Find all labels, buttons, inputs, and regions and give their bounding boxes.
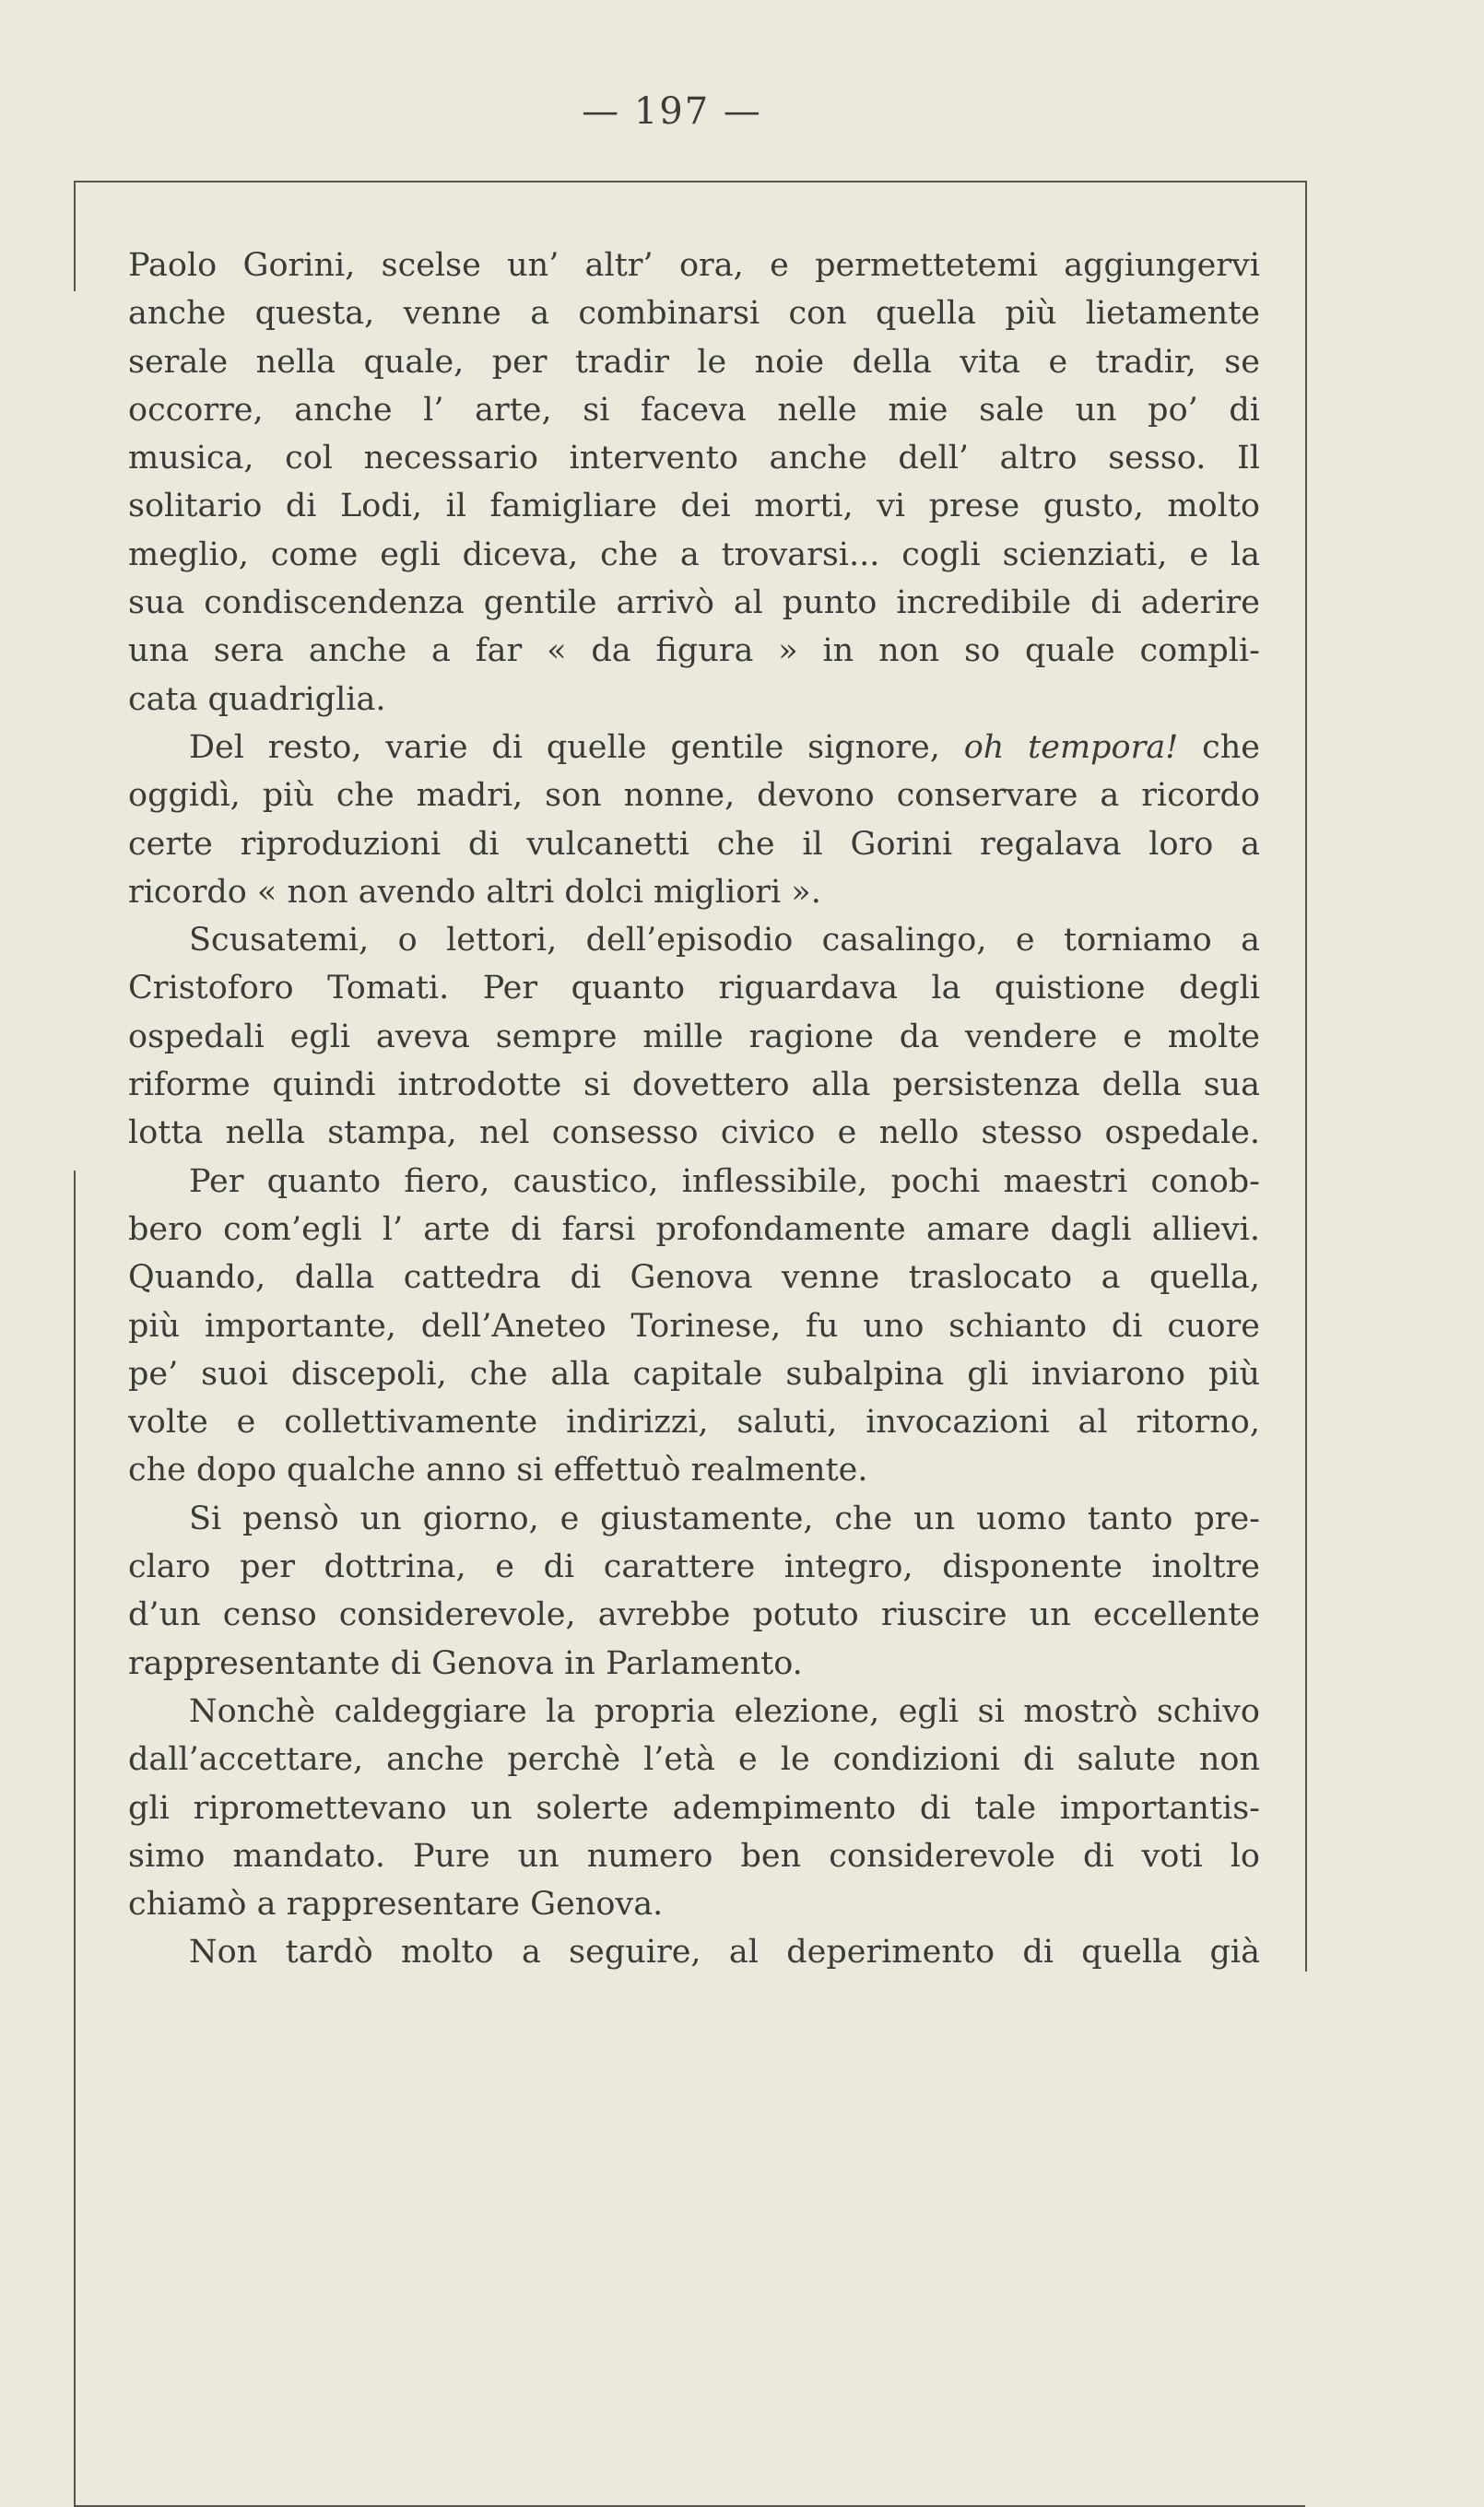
- text-line: anche questa, venne a combinarsi con quella più lietamente: [128, 295, 1260, 333]
- text-line: Si pensò un giorno, e giustamente, che un uomo tanto pre-: [189, 1500, 1260, 1537]
- text-line: gli ripromettevano un solerte adempimento di tale importantis-: [128, 1789, 1260, 1827]
- text-line: una sera anche a far « da figura » in non so quale compli-: [128, 632, 1260, 670]
- text-line: simo mandato. Pure un numero ben considerevole di voti lo: [128, 1837, 1260, 1875]
- text-line: oggidì, più che madri, son nonne, devono conservare a ricordo: [128, 777, 1260, 815]
- text-line: dall’accettare, anche perchè l’età e le condizioni di salute non: [128, 1741, 1260, 1779]
- text-line-mixed: [128, 724, 1260, 771]
- text-line: meglio, come egli diceva, che a trovarsi... cogli scienziati, e la: [128, 536, 1260, 573]
- text-line: Cristoforo Tomati. Per quanto riguardava la quistione degli: [128, 970, 1260, 1007]
- frame-rule-top: [74, 181, 1305, 182]
- text-line: certe riproduzioni di vulcanetti che il Gorini regalava loro a: [128, 825, 1260, 863]
- text-line: d’un censo considerevole, avrebbe potuto riuscire un eccellente: [128, 1596, 1260, 1634]
- frame-rule-right: [1305, 181, 1307, 1971]
- text-line: sua condiscendenza gentile arrivò al punto incredibile di aderire: [128, 584, 1260, 622]
- text-line: Per quanto fiero, caustico, inflessibile, pochi maestri conob-: [189, 1162, 1260, 1200]
- text-line: Paolo Gorini, scelse un’ altr’ ora, e permettetemi aggiungervi: [128, 247, 1260, 284]
- text-line: rappresentante di Genova in Parlamento.: [128, 1644, 803, 1682]
- page-number: — 197 —: [582, 90, 762, 133]
- text-line: occorre, anche l’ arte, si faceva nelle mie sale un po’ di: [128, 391, 1260, 429]
- body-text: [128, 241, 1260, 1977]
- text-line: chiamò a rappresentare Genova.: [128, 1886, 664, 1924]
- text-segment: che: [1202, 728, 1260, 766]
- text-segment: Del resto, varie di quelle gentile signore,: [189, 728, 940, 766]
- text-line: musica, col necessario intervento anche dell’ altro sesso. Il: [128, 440, 1260, 477]
- text-line: lotta nella stampa, nel consesso civico e nello stesso ospedale.: [128, 1114, 1260, 1152]
- text-line: che dopo qualche anno si effettuò realmente.: [128, 1452, 868, 1489]
- text-line: ricordo « non avendo altri dolci migliori ».: [128, 873, 821, 911]
- frame-rule-left-lower: [74, 1171, 76, 2507]
- italic-phrase: oh tempora!: [963, 728, 1179, 766]
- text-line: bero com’egli l’ arte di farsi profondamente amare dagli allievi.: [128, 1210, 1260, 1248]
- text-line: volte e collettivamente indirizzi, saluti, invocazioni al ritorno,: [128, 1404, 1260, 1442]
- text-line: Nonchè caldeggiare la propria elezione, egli si mostrò schivo: [189, 1692, 1260, 1730]
- text-line: serale nella quale, per tradir le noie della vita e tradir, se: [128, 343, 1260, 381]
- text-line: pe’ suoi discepoli, che alla capitale subalpina gli inviarono più: [128, 1355, 1260, 1393]
- frame-rule-left-upper: [74, 181, 76, 291]
- text-line: cata quadriglia.: [128, 680, 386, 718]
- text-line: Non tardò molto a seguire, al deperimento di quella già: [189, 1934, 1260, 1971]
- text-line: Scusatemi, o lettori, dell’episodio casalingo, e torniamo a: [189, 922, 1260, 959]
- text-line: Quando, dalla cattedra di Genova venne traslocato a quella,: [128, 1259, 1260, 1297]
- text-line: claro per dottrina, e di carattere integro, disponente inoltre: [128, 1548, 1260, 1586]
- text-line: riforme quindi introdotte si dovettero alla persistenza della sua: [128, 1066, 1260, 1104]
- text-line: ospedali egli aveva sempre mille ragione da vendere e molte: [128, 1018, 1260, 1055]
- text-line: più importante, dell’Aneteo Torinese, fu uno schianto di cuore: [128, 1307, 1260, 1345]
- text-line: solitario di Lodi, il famigliare dei morti, vi prese gusto, molto: [128, 488, 1260, 525]
